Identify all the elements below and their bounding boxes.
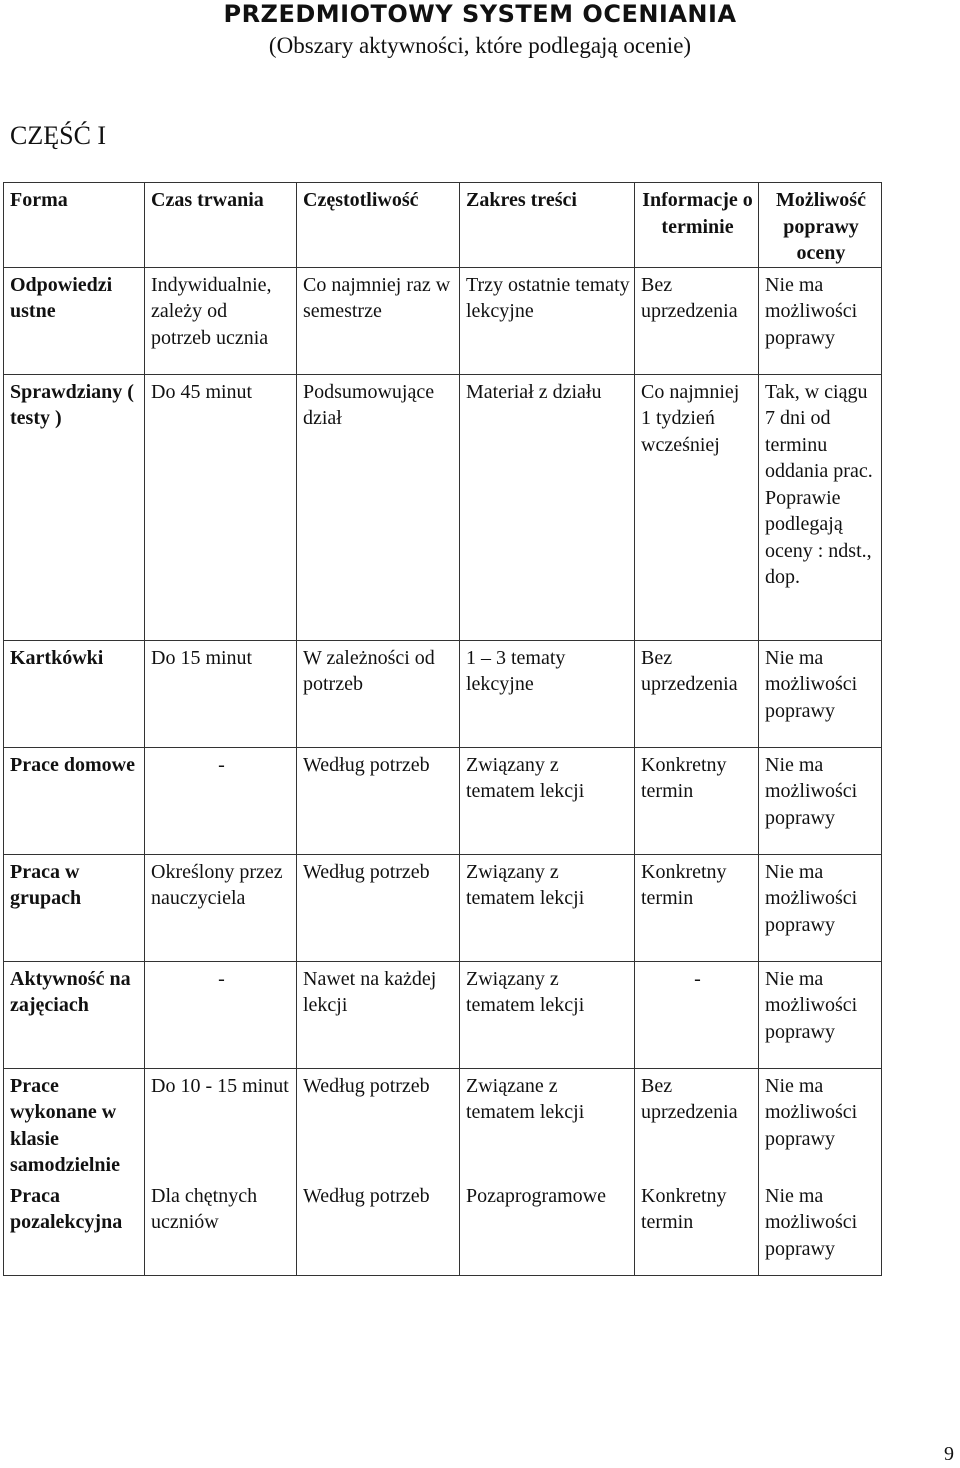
table-cell: Według potrzeb bbox=[297, 747, 460, 854]
document-title: PRZEDMIOTOWY SYSTEM OCENIANIA bbox=[223, 0, 737, 28]
table-cell: - bbox=[145, 747, 297, 854]
table-cell: Bez uprzedzenia bbox=[635, 1068, 759, 1179]
table-cell: Określony przez nauczyciela bbox=[145, 854, 297, 961]
table-cell: Indywidualnie, zależy od potrzeb ucznia bbox=[145, 267, 297, 374]
table-cell: W zależności od potrzeb bbox=[297, 640, 460, 747]
table-cell: Co najmniej 1 tydzień wcześniej bbox=[635, 374, 759, 640]
table-cell: Do 15 minut bbox=[145, 640, 297, 747]
table-header-row bbox=[4, 183, 882, 268]
table-row bbox=[4, 747, 882, 854]
table-cell: Związany z tematem lekcji bbox=[460, 961, 635, 1068]
table-cell: Związany z tematem lekcji bbox=[460, 747, 635, 854]
table-cell: Nie ma możliwości poprawy bbox=[759, 747, 882, 854]
table-cell: Nie ma możliwości poprawy bbox=[759, 267, 882, 374]
table-cell: Trzy ostatnie tematy lekcyjne bbox=[460, 267, 635, 374]
row-form-cell: Aktywność na zajęciach bbox=[4, 961, 145, 1068]
table-cell: Związany z tematem lekcji bbox=[460, 854, 635, 961]
table-cell: Bez uprzedzenia bbox=[635, 267, 759, 374]
table-cell: 1 – 3 tematy lekcyjne bbox=[460, 640, 635, 747]
table-cell: Konkretny termin bbox=[635, 854, 759, 961]
table-cell: - bbox=[635, 961, 759, 1068]
table-cell: Co najmniej raz w semestrze bbox=[297, 267, 460, 374]
page-number: 9 bbox=[944, 1443, 954, 1465]
row-form-cell: Prace domowe bbox=[4, 747, 145, 854]
section-heading: CZĘŚĆ I bbox=[10, 121, 107, 150]
table-cell: Tak, w ciągu 7 dni od terminu oddania prac. Poprawie podlegają oceny : ndst., dop. bbox=[759, 374, 882, 640]
table-cell: Pozaprogramowe bbox=[460, 1179, 635, 1276]
table-row bbox=[4, 854, 882, 961]
row-form-cell: Prace wykonane w klasie samodzielnie bbox=[4, 1068, 145, 1179]
table-cell: Według potrzeb bbox=[297, 854, 460, 961]
table-row bbox=[4, 374, 882, 640]
table-row bbox=[4, 1068, 882, 1179]
table-row bbox=[4, 961, 882, 1068]
table-cell: Nie ma możliwości poprawy bbox=[759, 640, 882, 747]
row-form-cell: Praca w grupach bbox=[4, 854, 145, 961]
table-cell: Według potrzeb bbox=[297, 1068, 460, 1179]
table-cell: Nie ma możliwości poprawy bbox=[759, 1179, 882, 1276]
table-cell: Nie ma możliwości poprawy bbox=[759, 961, 882, 1068]
header-cell: Forma bbox=[4, 183, 145, 268]
table-row bbox=[4, 640, 882, 747]
table-cell: Związane z tematem lekcji bbox=[460, 1068, 635, 1179]
row-form-cell: Praca pozalekcyjna bbox=[4, 1179, 145, 1276]
header-cell: Możliwość poprawy oceny bbox=[759, 183, 882, 268]
row-form-cell: Sprawdziany ( testy ) bbox=[4, 374, 145, 640]
table-cell: Konkretny termin bbox=[635, 747, 759, 854]
table-cell: - bbox=[145, 961, 297, 1068]
table-cell: Nawet na każdej lekcji bbox=[297, 961, 460, 1068]
table-cell: Bez uprzedzenia bbox=[635, 640, 759, 747]
table-cell: Nie ma możliwości poprawy bbox=[759, 1068, 882, 1179]
table-cell: Podsumowujące dział bbox=[297, 374, 460, 640]
table-cell: Do 10 - 15 minut bbox=[145, 1068, 297, 1179]
table-cell: Według potrzeb bbox=[297, 1179, 460, 1276]
header-cell: Informacje o terminie bbox=[635, 183, 759, 268]
header-cell: Czas trwania bbox=[145, 183, 297, 268]
table-cell: Nie ma możliwości poprawy bbox=[759, 854, 882, 961]
table-row bbox=[4, 1179, 882, 1276]
table-cell: Dla chętnych uczniów bbox=[145, 1179, 297, 1276]
table-cell: Konkretny termin bbox=[635, 1179, 759, 1276]
assessment-table bbox=[3, 182, 882, 1276]
header-cell: Częstotliwość bbox=[297, 183, 460, 268]
row-form-cell: Kartkówki bbox=[4, 640, 145, 747]
table-cell: Materiał z działu bbox=[460, 374, 635, 640]
row-form-cell: Odpowiedzi ustne bbox=[4, 267, 145, 374]
table-cell: Do 45 minut bbox=[145, 374, 297, 640]
header-cell: Zakres treści bbox=[460, 183, 635, 268]
table-row bbox=[4, 267, 882, 374]
document-subtitle: (Obszary aktywności, które podlegają ocenie) bbox=[268, 33, 692, 58]
